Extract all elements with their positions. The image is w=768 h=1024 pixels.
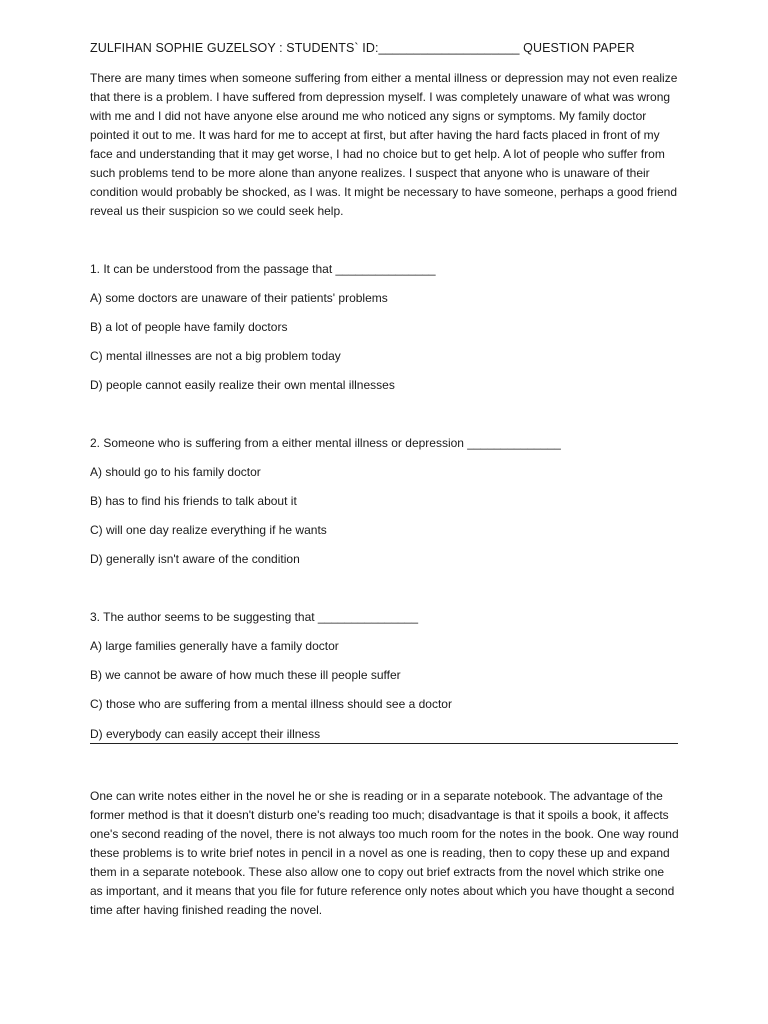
question-1-option-c: C) mental illnesses are not a big problem today — [90, 349, 341, 363]
question-2-option-c: C) will one day realize everything if he wants — [90, 523, 327, 537]
question-3-option-c: C) those who are suffering from a mental illness should see a doctor — [90, 697, 452, 711]
question-3-option-d: D) everybody can easily accept their illness — [90, 727, 321, 741]
question-2-option-a: A) should go to his family doctor — [90, 465, 261, 479]
question-3-stem: 3. The author seems to be suggesting that _______________ — [90, 610, 419, 624]
question-1-option-b: B) a lot of people have family doctors — [90, 320, 288, 334]
question-2-stem: 2. Someone who is suffering from a either mental illness or depression ______________ — [90, 436, 561, 450]
question-2-option-b: B) has to find his friends to talk about it — [90, 494, 297, 508]
question-1-option-d: D) people cannot easily realize their own mental illnesses — [90, 378, 395, 392]
question-1-option-a: A) some doctors are unaware of their patients' problems — [90, 291, 388, 305]
reading-passage-2: One can write notes either in the novel he or she is reading or in a separate notebook. The advantage of the former method is that it doesn't disturb one's reading too much; disadvantage is that it spoils a book, it affects one's second reading of the novel, there is not always too much room for the notes in the book. One way round these problems is to write brief notes in pencil in a novel as one is reading, then to copy these up and expand them in a separate notebook. These also allow one to copy out brief extracts from the novel which strike one as important, and it means that you file for future reference only notes about which you have thought a second time after having finished reading the novel. — [90, 789, 679, 917]
question-3-option-a: A) large families generally have a family doctor — [90, 639, 339, 653]
question-1-stem: 1. It can be understood from the passage that _______________ — [90, 262, 436, 276]
question-3-option-b: B) we cannot be aware of how much these ill people suffer — [90, 668, 401, 682]
section-divider — [90, 743, 678, 744]
reading-passage-1: There are many times when someone suffering from either a mental illness or depression may not even realize that there is a problem. I have suffered from depression myself. I was completely unaware of what was wrong with me and I did not have anyone else around me who noticed any signs or symptoms. My family doctor pointed it out to me. It was hard for me to accept at first, but after having the hard facts placed in front of my face and understanding that it may get worse, I had no choice but to get help. A lot of people who suffer from such problems tend to be more alone than anyone realizes. I suspect that anyone who is unaware of their condition would probably be shocked, as I was. It might be necessary to have someone, perhaps a good friend reveal us their suspicion so we could seek help. — [90, 71, 678, 218]
question-2-option-d: D) generally isn't aware of the condition — [90, 552, 300, 566]
paper-header: ZULFIHAN SOPHIE GUZELSOY : STUDENTS` ID:____________________ QUESTION PAPER — [90, 41, 635, 55]
